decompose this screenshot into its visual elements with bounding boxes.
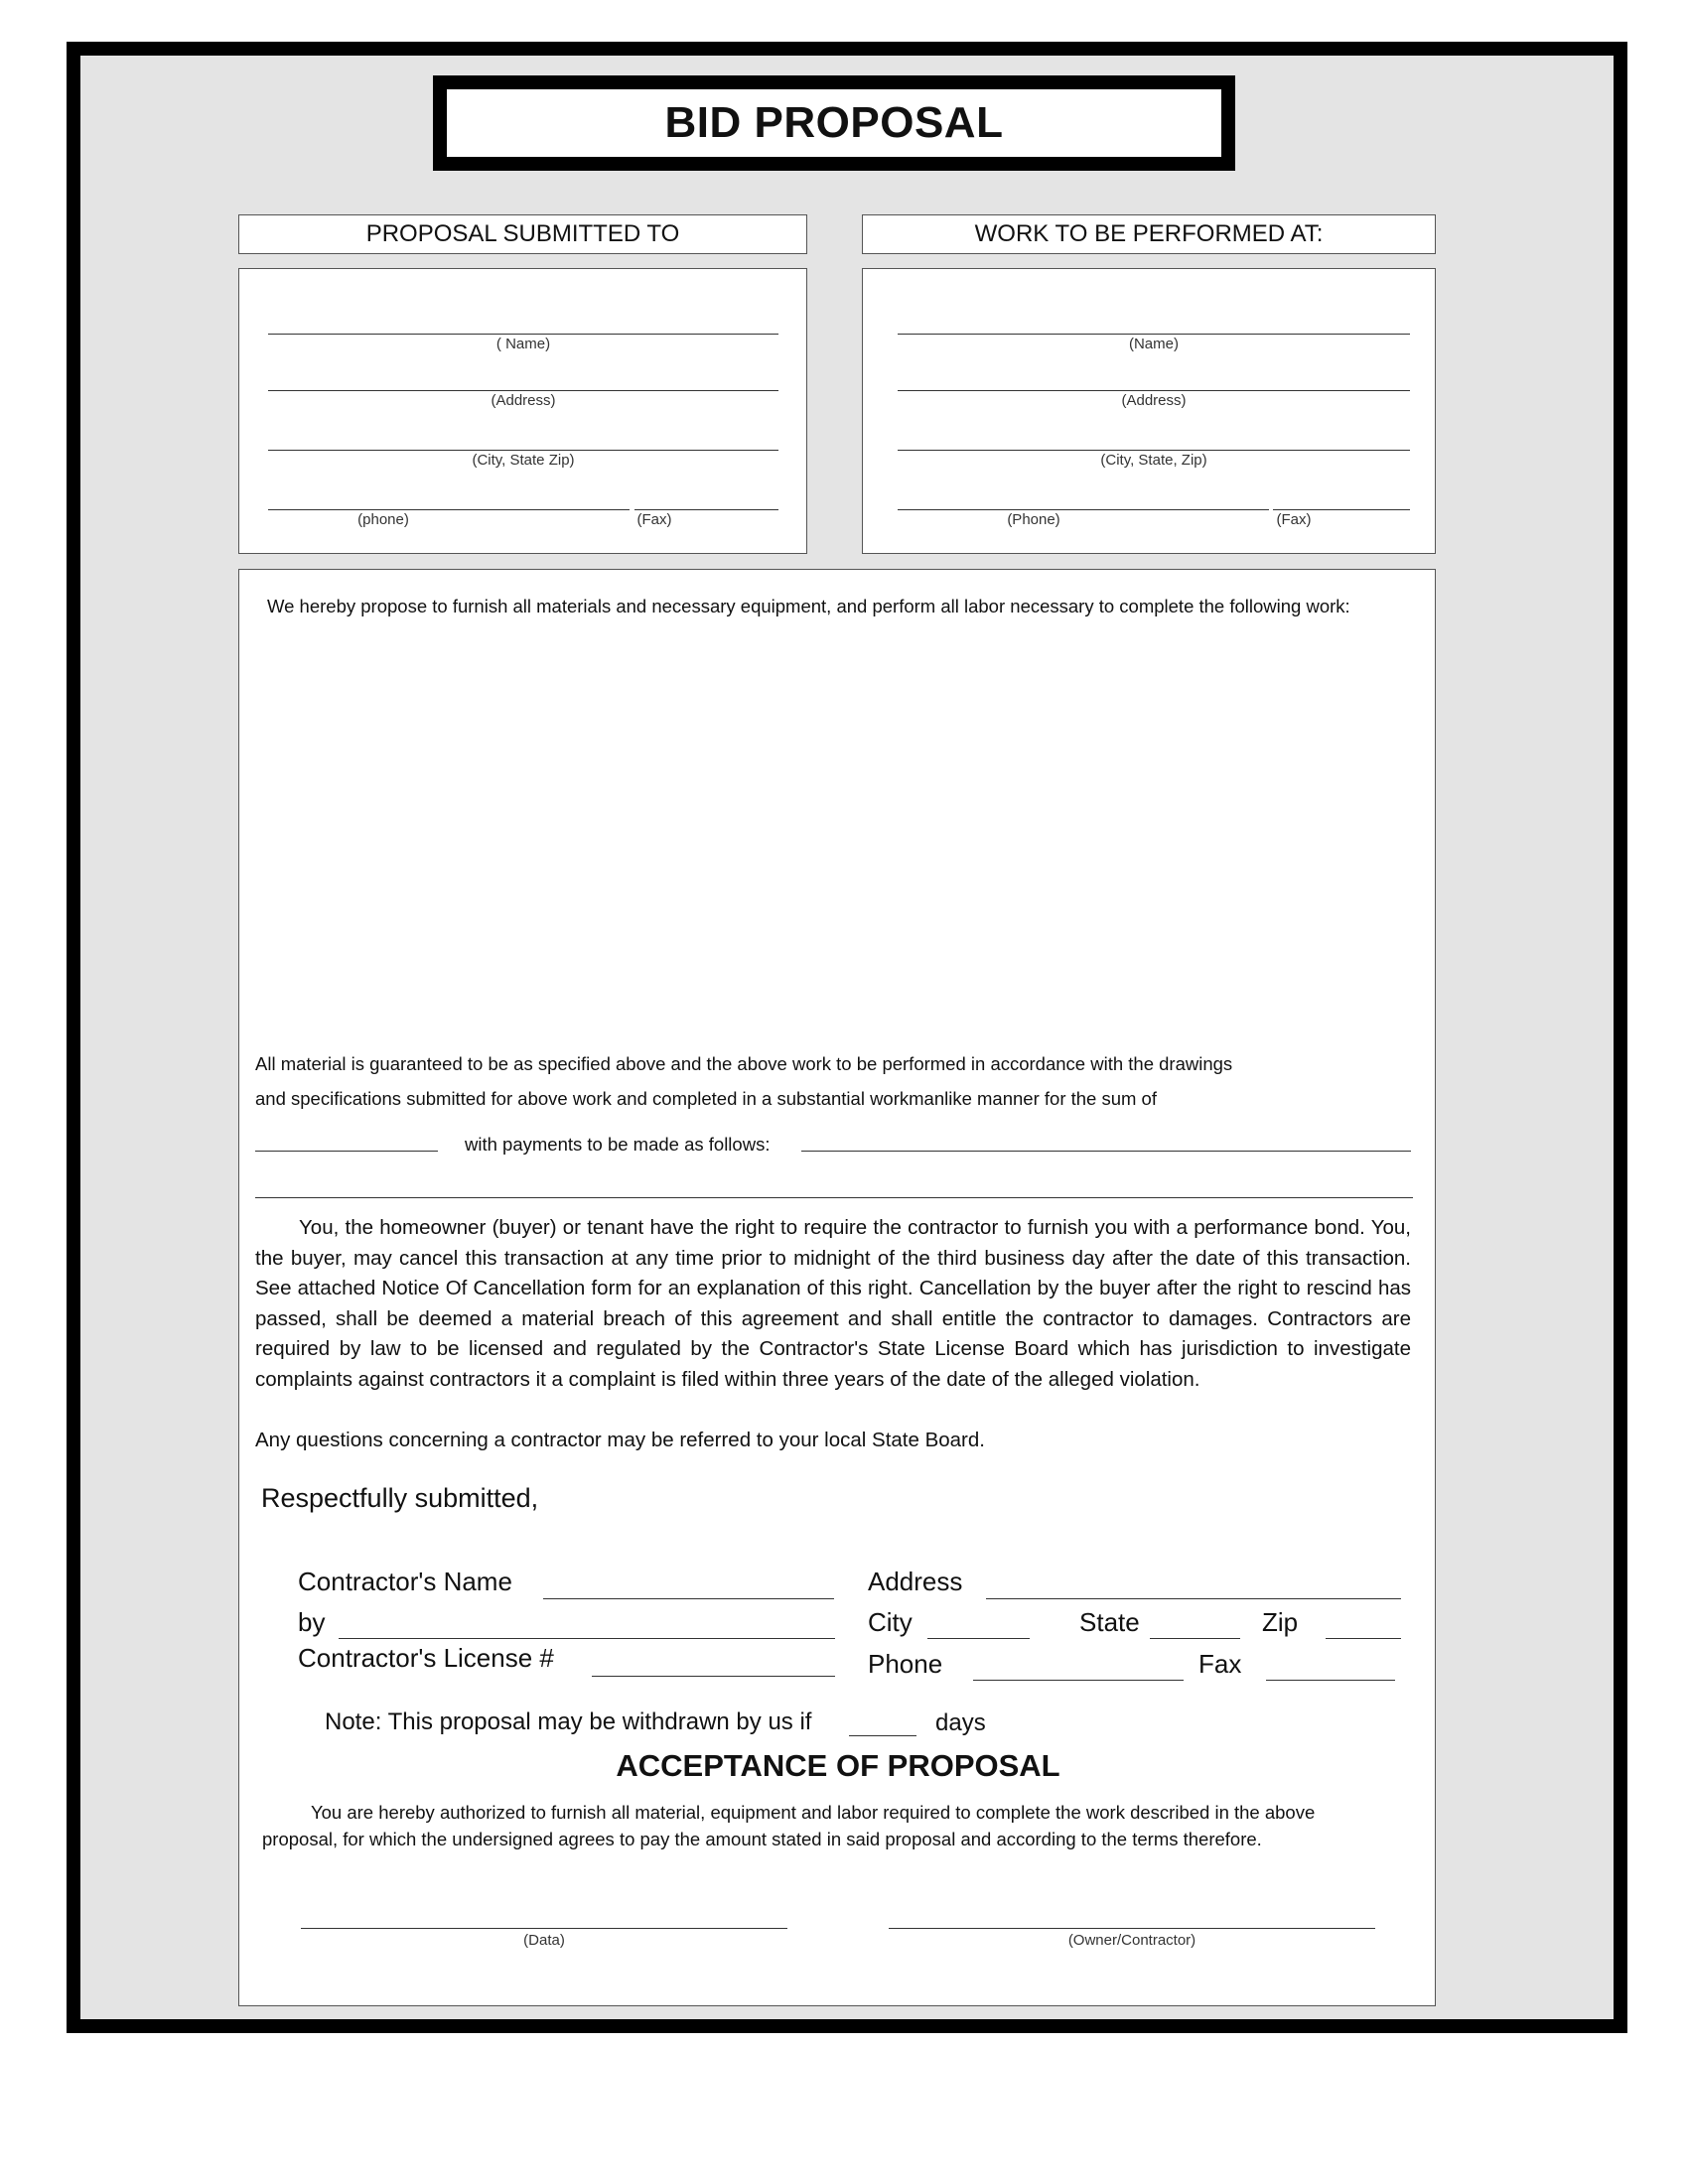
work-description-area[interactable]	[267, 627, 1409, 1084]
by-field[interactable]	[339, 1638, 835, 1639]
payments-field-2[interactable]	[255, 1197, 1413, 1198]
contractor-zip-field[interactable]	[1326, 1638, 1401, 1639]
work-at-panel	[862, 268, 1436, 554]
page-title: BID PROPOSAL	[447, 89, 1221, 157]
name-field[interactable]	[268, 334, 778, 335]
address-caption: (Address)	[491, 392, 556, 409]
guarantee-line-1: All material is guaranteed to be as specified above and the above work to be performed in accordance with the drawings	[255, 1053, 1233, 1074]
state-label: State	[1079, 1607, 1140, 1637]
guarantee-line-2: and specifications submitted for above work and completed in a substantial workmanlike manner for the sum of	[255, 1088, 1157, 1109]
withdraw-days-field[interactable]	[849, 1735, 916, 1736]
address-label: Address	[868, 1567, 963, 1596]
phone-field[interactable]	[898, 509, 1269, 510]
contractor-address-field[interactable]	[986, 1598, 1401, 1599]
submitted-to-header: PROPOSAL SUBMITTED TO	[238, 214, 807, 254]
submitted-to-panel	[238, 268, 807, 554]
acceptance-title: ACCEPTANCE OF PROPOSAL	[616, 1748, 1060, 1783]
payments-label: with payments to be made as follows:	[465, 1134, 771, 1155]
sum-field[interactable]	[255, 1151, 438, 1152]
city-field[interactable]	[898, 450, 1410, 451]
date-signature-field[interactable]	[301, 1928, 787, 1929]
name-caption: ( Name)	[495, 336, 551, 352]
title-banner	[433, 75, 1235, 171]
date-caption: (Data)	[523, 1932, 565, 1949]
respectfully-text: Respectfully submitted,	[261, 1483, 539, 1513]
name-field[interactable]	[898, 334, 1410, 335]
rights-paragraph: You, the homeowner (buyer) or tenant have the right to require the contractor to furnish you with a performance bond. You, the buyer, may cancel this transaction at any time prior to midnight of the third business day after the date of this transaction. See attached Notice Of Cancellation form for an explanation of this right. Cancellation by the buyer after the right to rescind has passed, shall be deemed a material breach of this agreement and shall entitle the contractor to damages. Contractors are required by law to be licensed and regulated by the Contractor's State License Board which has jurisdiction to investigate complaints against contractors it a complaint is filed within three years of the date of the alleged violation.	[255, 1216, 1411, 1391]
address-field[interactable]	[898, 390, 1410, 391]
contractor-city-field[interactable]	[927, 1638, 1030, 1639]
questions-line: Any questions concerning a contractor may be referred to your local State Board.	[255, 1429, 985, 1451]
phone-field[interactable]	[268, 509, 630, 510]
license-field[interactable]	[592, 1676, 835, 1677]
owner-caption: (Owner/Contractor)	[1067, 1932, 1196, 1949]
intro-text: We hereby propose to furnish all materials and necessary equipment, and perform all labor necessary to complete the following work:	[267, 596, 1350, 616]
payments-field[interactable]	[801, 1151, 1411, 1152]
by-label: by	[298, 1607, 326, 1637]
contractor-fax-field[interactable]	[1266, 1680, 1395, 1681]
license-label: Contractor's License #	[298, 1643, 554, 1673]
city-field[interactable]	[268, 450, 778, 451]
acceptance-text-1: You are hereby authorized to furnish all material, equipment and labor required to complete the work described in the above	[311, 1802, 1316, 1823]
proposal-body	[238, 569, 1436, 2006]
fax-caption: (Fax)	[1276, 511, 1312, 528]
contractor-state-field[interactable]	[1150, 1638, 1240, 1639]
days-label: days	[935, 1709, 986, 1736]
contractor-name-label: Contractor's Name	[298, 1567, 512, 1596]
zip-label: Zip	[1262, 1607, 1299, 1637]
fax-field[interactable]	[1273, 509, 1410, 510]
note-text: Note: This proposal may be withdrawn by us if	[325, 1708, 812, 1735]
city-caption: (City, State Zip)	[472, 452, 575, 469]
address-caption: (Address)	[1121, 392, 1187, 409]
city-label: City	[868, 1607, 913, 1637]
address-field[interactable]	[268, 390, 778, 391]
acceptance-text-2: proposal, for which the undersigned agrees to pay the amount stated in said proposal and according to the terms therefore.	[262, 1829, 1262, 1849]
work-at-header: WORK TO BE PERFORMED AT:	[862, 214, 1436, 254]
owner-signature-field[interactable]	[889, 1928, 1375, 1929]
contractor-name-field[interactable]	[543, 1598, 834, 1599]
name-caption: (Name)	[1128, 336, 1179, 352]
phone-caption: (phone)	[357, 511, 409, 528]
fax-label: Fax	[1198, 1649, 1242, 1679]
phone-label: Phone	[868, 1649, 943, 1679]
phone-caption: (Phone)	[1007, 511, 1060, 528]
fax-caption: (Fax)	[636, 511, 672, 528]
city-caption: (City, State, Zip)	[1100, 452, 1207, 469]
fax-field[interactable]	[634, 509, 778, 510]
contractor-phone-field[interactable]	[973, 1680, 1184, 1681]
